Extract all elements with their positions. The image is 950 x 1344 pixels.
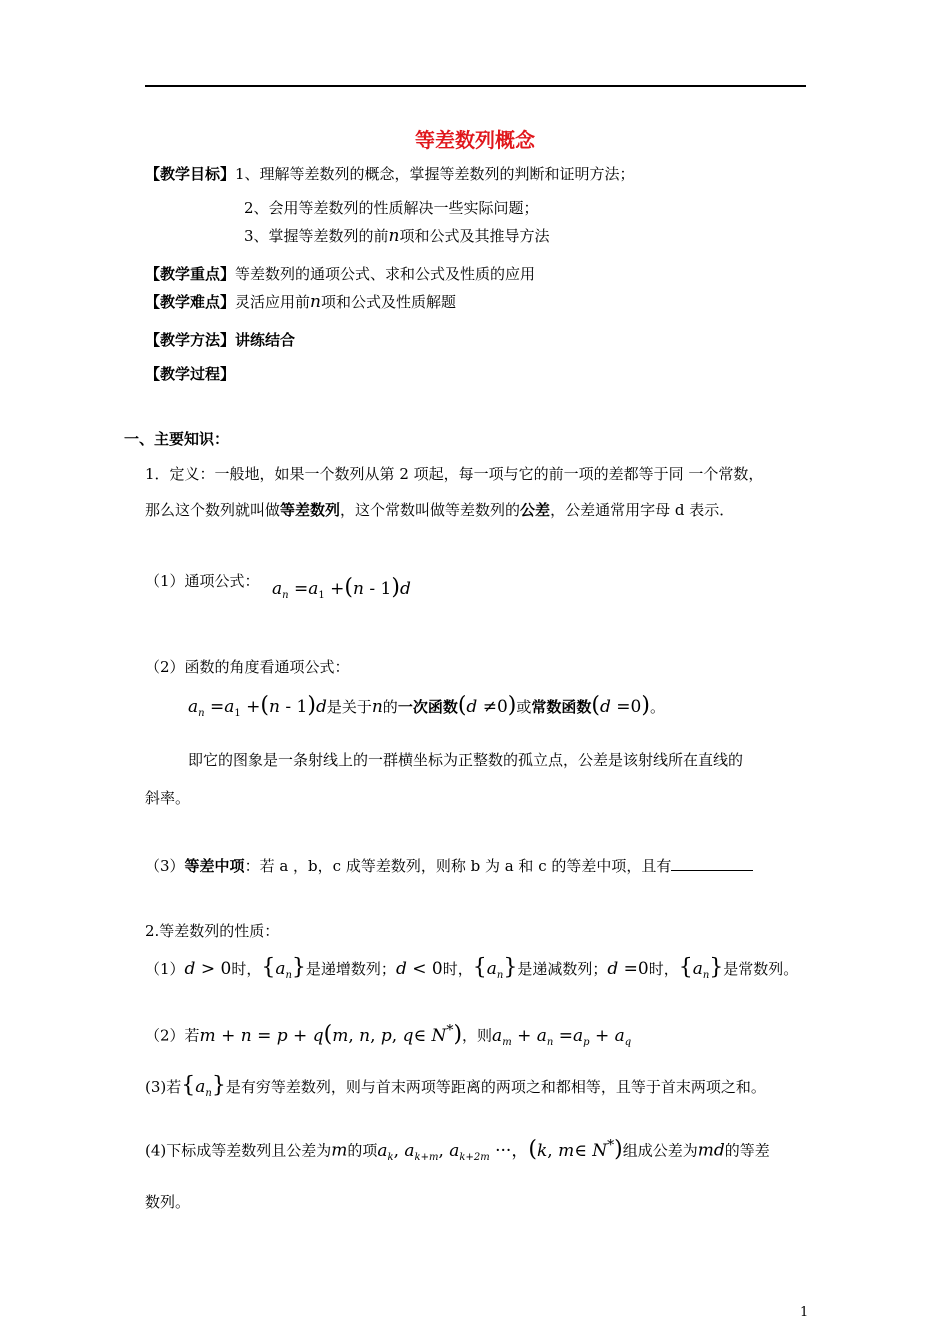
definition-line-1: 1．定义：一般地，如果一个数列从第 2 项起，每一项与它的前一项的差都等于同 一个常数， [145,465,764,483]
q1-label: （1） [145,960,185,978]
p3-text: ：若 a ，b，c 成等差数列，则称 b 为 a 和 c 的等差中项，且有 [244,857,672,875]
goal-3-a: 3、掌握等差数列的前 [244,227,389,245]
p2-end: 。 [649,698,665,716]
term-arithmetic-mean: 等差中项 [184,857,245,875]
q1-t4: 是递减数列； [517,960,608,978]
p2-text-b: 的 [382,698,398,716]
section1-heading: 一、主要知识： [124,430,230,448]
difficulty-pre: 灵活应用前 [235,293,311,311]
q2-t1: ，则 [462,1026,493,1045]
goal-line-3 [244,226,550,246]
graph-description-line-1: 即它的图象是一条射线上的一群横坐标为正整数的孤立点，公差是该射线所在直线的 [188,751,744,769]
goal-label: 【教学目标】 [145,165,236,183]
q2-label: （2）若 [145,1026,200,1045]
q3-label: (3)若 [145,1078,182,1096]
def-text-a: 那么这个数列就叫做 [145,501,281,519]
key-label: 【教学重点】 [145,265,236,283]
general-term-formula: $a_n =a_1 +(n - 1)d$ [272,575,411,601]
math-n: n [388,226,400,246]
property-2: （2）若m + n = p + q(m, n, p, q∈ N*)，则$a_m + a_n =a_p + a_q$ [145,1021,632,1048]
goal-2: 2、会用等差数列的性质解决一些实际问题； [244,199,539,217]
p2-text-a: 是关于 [326,698,372,716]
q4-t1: 的项 [347,1141,378,1160]
q1-t3: 时， [442,960,473,978]
property-1: （1）d > 0时，$\{a_n\}$是递增数列；d < 0时，$\{a_n\}$是递减数列；d =0时，$\{a_n\}$是常数列。 [145,955,799,981]
goal-1: 1、理解等差数列的概念，掌握等差数列的判断和证明方法； [235,165,635,183]
math-n: n [310,292,321,312]
graph-description-line-2: 斜率。 [145,789,191,807]
q3-text: 是有穷等差数列，则与首末两项等距离的两项之和都相等，且等于首末两项之和。 [225,1078,766,1096]
q4-t3: 的等差 [724,1141,770,1160]
header-rule [145,85,806,87]
arithmetic-mean-line [145,856,753,876]
difficulty-post: 项和公式及性质解题 [320,293,456,311]
def-term-common-difference: 公差 [520,501,551,519]
term-constant-function: 常数函数 [531,698,592,716]
difficulty-label: 【教学难点】 [145,293,236,311]
fill-in-blank [671,856,753,871]
method-line [145,330,295,350]
method-text: 讲练结合 [235,331,296,349]
q4-label: (4)下标成等差数列且公差为 [145,1141,332,1160]
general-term-label: （1）通项公式： [145,572,260,590]
q1-t2: 是递增数列； [305,960,396,978]
section2-heading: 2.等差数列的性质： [145,922,280,940]
def-text-b: ，这个常数叫做等差数列的 [340,501,521,519]
difficulty-line [145,292,456,312]
key-line [145,264,535,284]
def-text-c: ，公差通常用字母 d 表示． [550,501,735,519]
def-term-arithmetic-sequence: 等差数列 [280,501,341,519]
q4-t2: 组成公差为 [622,1141,698,1160]
property-4-line-2: 数列。 [145,1193,191,1211]
q1-t1: 时， [231,960,262,978]
q1-t5: 时， [648,960,679,978]
function-view-line: $a_n =a_1 +(n - 1)d$是关于n的一次函数(d ≠0)或常数函数(d =0)。 [188,693,665,719]
goal-line-1 [145,164,635,184]
p3-label: （3） [145,857,185,875]
property-3: (3)若$\{a_n\}$是有穷等差数列，则与首末两项等距离的两项之和都相等，且等于首末两项之和。 [145,1073,766,1099]
key-text: 等差数列的通项公式、求和公式及性质的应用 [235,265,536,283]
function-view-label: （2）函数的角度看通项公式： [145,658,350,676]
goal-3-b: 项和公式及其推导方法 [399,227,550,245]
p2-text-c: 或 [516,698,532,716]
process-label: 【教学过程】 [145,365,236,383]
q1-t6: 是常数列。 [723,960,799,978]
page-title: 等差数列概念 [415,128,535,152]
property-4: (4)下标成等差数列且公差为m的项$a_k$, $a_{k+m}$, $a_{k+2m}$ ···，(k, m∈ N*)组成公差为md的等差 [145,1136,770,1163]
page-number: 1 [800,1305,809,1320]
term-linear-function: 一次函数 [397,698,458,716]
method-label: 【教学方法】 [145,331,236,349]
definition-line-2 [145,500,734,520]
